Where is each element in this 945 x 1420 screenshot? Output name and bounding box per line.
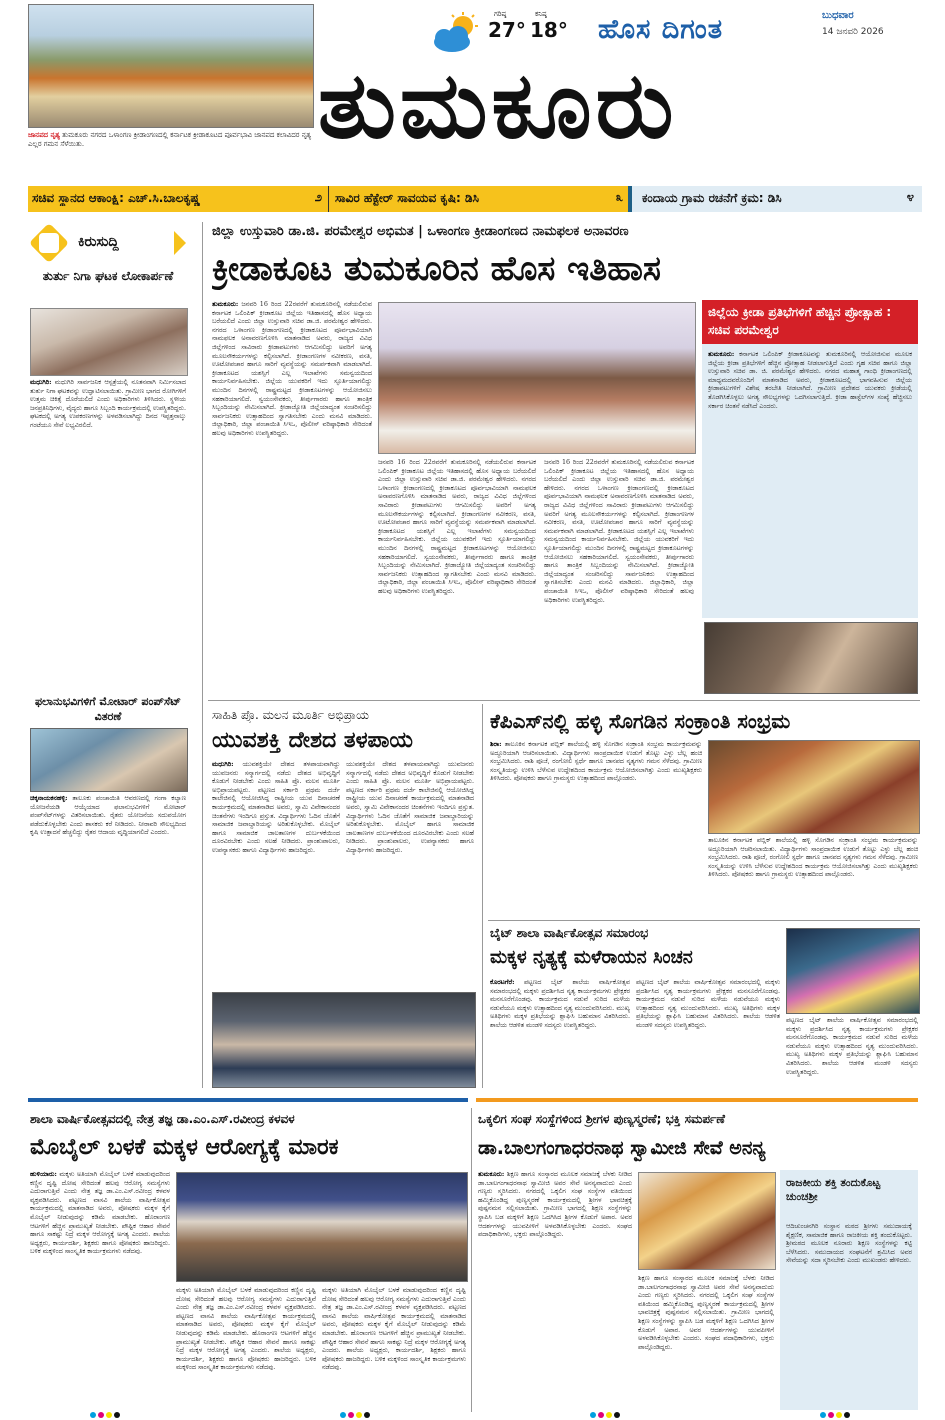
dance-body-1: ಪಟ್ಟಣದ ಬೈಟ್ ಶಾಲೆಯ ವಾರ್ಷಿಕೋತ್ಸವ ಸಮಾರಂಭದಲ್ಲಿ ಮಕ್ಕಳು ಪ್ರದರ್ಶಿಸಿದ ನೃತ್ಯ ಕಾರ್ಯಕ್ರಮಗಳು ಪ್ರೇಕ್ಷಕರ ಮನಸೂರೆಗೊಂಡವು. ಕಾರ್ಯಕ್ರಮದ ನಡುವೆ ಸುರಿದ ಮಳೆಯ ನಡುವೆಯೂ ಮಕ್ಕಳು ಉತ್ಸಾಹದಿಂದ ನೃತ್ಯ ಮುಂದುವರಿಸಿದರು. ಮುಖ್ಯ ಅತಿಥಿಗಳು ಮಕ್ಕಳ ಪ್ರತಿಭೆಯನ್ನು ಶ್ಲಾಘಿಸಿ ಬಹುಮಾನ ವಿತರಿಸಿದರು. ಶಾಲೆಯ ಆಡಳಿತ ಮಂಡಳಿ ಸದಸ್ಯರು ಉಪಸ್ಥಿತರಿದ್ದರು. (490, 978, 630, 1029)
dance-photo (786, 928, 920, 1014)
brand-logo (598, 14, 798, 54)
lead-photo (378, 302, 696, 454)
lead-place: ತುಮಕೂರು: (212, 300, 239, 308)
index-item-1[interactable] (28, 186, 328, 212)
temp-max: 27° (488, 18, 526, 42)
youth-col-1 (212, 760, 340, 986)
side-box-photo (704, 622, 918, 694)
swamiji-photo (638, 1172, 776, 1270)
edition-title-text: ತುಮಕೂರು (318, 52, 678, 159)
dance-col-3 (786, 1016, 918, 1088)
swamiji-kicker-text: ಒಕ್ಕಲಿಗ ಸಂಘ ಸಂಸ್ಥೆಗಳಿಂದ ಶ್ರೀಗಳ ಪುಣ್ಯಸ್ಮರಣೆ; ಭಕ್ತಿ ಸಮರ್ಪಣೆ (478, 1112, 726, 1126)
sankranti-headline (490, 706, 918, 738)
index-bar (28, 186, 918, 212)
mobile-body-1: ಮಕ್ಕಳು ಅತಿಯಾಗಿ ಮೊಬೈಲ್ ಬಳಕೆ ಮಾಡುವುದರಿಂದ ಕಣ್ಣಿನ ದೃಷ್ಟಿ ದೋಷ ಸೇರಿದಂತೆ ಹಲವು ಆರೋಗ್ಯ ಸಮಸ್ಯೆಗಳು ಎದುರಾಗುತ್ತಿವೆ ಎಂದು ನೇತ್ರ ತಜ್ಞ ಡಾ.ಎಂ.ಎಸ್.ರವೀಂದ್ರ ಕಳವಳ ವ್ಯಕ್ತಪಡಿಸಿದರು. ಪಟ್ಟಣದ ವಾಸವಿ ಶಾಲೆಯ ವಾರ್ಷಿಕೋತ್ಸವ ಕಾರ್ಯಕ್ರಮದಲ್ಲಿ ಮಾತನಾಡಿದ ಅವರು, ಪೋಷಕರು ಮಕ್ಕಳ ಕೈಗೆ ಮೊಬೈಲ್ ನೀಡುವುದನ್ನು ಕಡಿಮೆ ಮಾಡಬೇಕು. ಹೊರಾಂಗಣ ಆಟಗಳಿಗೆ ಹೆಚ್ಚಿನ ಪ್ರಾಮುಖ್ಯತೆ ನೀಡಬೇಕು. ಪೌಷ್ಟಿಕ ಆಹಾರ ಸೇವನೆ ಹಾಗೂ ಸಾಕಷ್ಟು ನಿದ್ರೆ ಮಕ್ಕಳ ಆರೋಗ್ಯಕ್ಕೆ ಅಗತ್ಯ ಎಂದರು. ಶಾಲೆಯ ಅಧ್ಯಕ್ಷರು, ಕಾರ್ಯದರ್ಶಿ, ಶಿಕ್ಷಕರು ಹಾಗೂ ಪೋಷಕರು ಹಾಜರಿದ್ದರು. ಬಳಿಕ ಮಕ್ಕಳಿಂದ ಸಾಂಸ್ಕೃತಿಕ ಕಾರ್ಯಕ್ರಮಗಳು ನಡೆದವು. (30, 1170, 170, 1256)
index-item-3[interactable] (628, 186, 922, 212)
lead-kicker (212, 224, 916, 239)
temp-max-label: ಗರಿಷ್ಠ (494, 10, 507, 18)
mobile-headline-text: ಮೊಬೈಲ್ ಬಳಕೆ ಮಕ್ಕಳ ಆರೋಗ್ಯಕ್ಕೆ ಮಾರಕ (30, 1135, 339, 1160)
dance-col-1 (490, 978, 630, 1088)
youth-photo (212, 992, 476, 1088)
dance-kicker-text: ಬೈಟ್ ಶಾಲಾ ವಾರ್ಷಿಕೋತ್ಸವ ಸಮಾರಂಭ (490, 926, 649, 940)
weather-icon (430, 12, 482, 56)
side-box2 (780, 1170, 918, 1410)
swamiji-place: ತುಮಕೂರು: (478, 1170, 505, 1178)
kiru-item1-place: ಮಧುಗಿರಿ: (30, 378, 52, 386)
bottom-rule-right (476, 1098, 918, 1102)
swamiji-kicker (478, 1112, 918, 1127)
side-box2-headline-text: ರಾಜಕೀಯ ಶಕ್ತಿ ತಂದುಕೊಟ್ಟ ಚುಂಚಶ್ರೀ (786, 1177, 881, 1203)
top-photo (28, 4, 314, 128)
lead-headline-text: ಕ್ರೀಡಾಕೂಟ ತುಮಕೂರಿನ ಹೊಸ ಇತಿಹಾಸ (212, 249, 661, 289)
youth-headline (212, 726, 478, 758)
brand-name: ಹೊಸ ದಿಗಂತ (598, 14, 724, 45)
youth-kicker-text: ಸಾಹಿತಿ ಪ್ರೊ. ಮಲನ ಮೂರ್ತಿ ಅಭಿಪ್ರಾಯ (212, 708, 370, 722)
edition-title (318, 52, 918, 162)
dance-body-3: ಪಟ್ಟಣದ ಬೈಟ್ ಶಾಲೆಯ ವಾರ್ಷಿಕೋತ್ಸವ ಸಮಾರಂಭದಲ್ಲಿ ಮಕ್ಕಳು ಪ್ರದರ್ಶಿಸಿದ ನೃತ್ಯ ಕಾರ್ಯಕ್ರಮಗಳು ಪ್ರೇಕ್ಷಕರ ಮನಸೂರೆಗೊಂಡವು. ಕಾರ್ಯಕ್ರಮದ ನಡುವೆ ಸುರಿದ ಮಳೆಯ ನಡುವೆಯೂ ಮಕ್ಕಳು ಉತ್ಸಾಹದಿಂದ ನೃತ್ಯ ಮುಂದುವರಿಸಿದರು. ಮುಖ್ಯ ಅತಿಥಿಗಳು ಮಕ್ಕಳ ಪ್ರತಿಭೆಯನ್ನು ಶ್ಲಾಘಿಸಿ ಬಹುಮಾನ ವಿತರಿಸಿದರು. ಶಾಲೆಯ ಆಡಳಿತ ಮಂಡಳಿ ಸದಸ್ಯರು ಉಪಸ್ಥಿತರಿದ್ದರು. (786, 1016, 918, 1076)
mobile-body-2: ಮಕ್ಕಳು ಅತಿಯಾಗಿ ಮೊಬೈಲ್ ಬಳಕೆ ಮಾಡುವುದರಿಂದ ಕಣ್ಣಿನ ದೃಷ್ಟಿ ದೋಷ ಸೇರಿದಂತೆ ಹಲವು ಆರೋಗ್ಯ ಸಮಸ್ಯೆಗಳು ಎದುರಾಗುತ್ತಿವೆ ಎಂದು ನೇತ್ರ ತಜ್ಞ ಡಾ.ಎಂ.ಎಸ್.ರವೀಂದ್ರ ಕಳವಳ ವ್ಯಕ್ತಪಡಿಸಿದರು. ಪಟ್ಟಣದ ವಾಸವಿ ಶಾಲೆಯ ವಾರ್ಷಿಕೋತ್ಸವ ಕಾರ್ಯಕ್ರಮದಲ್ಲಿ ಮಾತನಾಡಿದ ಅವರು, ಪೋಷಕರು ಮಕ್ಕಳ ಕೈಗೆ ಮೊಬೈಲ್ ನೀಡುವುದನ್ನು ಕಡಿಮೆ ಮಾಡಬೇಕು. ಹೊರಾಂಗಣ ಆಟಗಳಿಗೆ ಹೆಚ್ಚಿನ ಪ್ರಾಮುಖ್ಯತೆ ನೀಡಬೇಕು. ಪೌಷ್ಟಿಕ ಆಹಾರ ಸೇವನೆ ಹಾಗೂ ಸಾಕಷ್ಟು ನಿದ್ರೆ ಮಕ್ಕಳ ಆರೋಗ್ಯಕ್ಕೆ ಅಗತ್ಯ ಎಂದರು. ಶಾಲೆಯ ಅಧ್ಯಕ್ಷರು, ಕಾರ್ಯದರ್ಶಿ, ಶಿಕ್ಷಕರು ಹಾಗೂ ಪೋಷಕರು ಹಾಜರಿದ್ದರು. ಬಳಿಕ ಮಕ್ಕಳಿಂದ ಸಾಂಸ್ಕೃತಿಕ ಕಾರ್ಯಕ್ರಮಗಳು ನಡೆದವು. (176, 1286, 316, 1372)
date-block (822, 10, 932, 37)
side-box-text: ಕರ್ನಾಟಕ ಒಲಿಂಪಿಕ್ ಕ್ರೀಡಾಕೂಟವನ್ನು ತುಮಕೂರಿನಲ್ಲಿ ಆಯೋಜಿಸುವ ಮೂಲಕ ಜಿಲ್ಲೆಯ ಕ್ರೀಡಾ ಪ್ರತಿಭೆಗಳಿಗೆ ಹೆಚ್ಚಿನ ಪ್ರೋತ್ಸಾಹ ನೀಡಲಾಗುತ್ತಿದೆ ಎಂದು ಗೃಹ ಸಚಿವ ಹಾಗೂ ಜಿಲ್ಲಾ ಉಸ್ತುವಾರಿ ಸಚಿವ ಡಾ. ಜಿ. ಪರಮೇಶ್ವರ ಹೇಳಿದರು. ನಗರದ ಮಹಾತ್ಮ ಗಾಂಧಿ ಕ್ರೀಡಾಂಗಣದಲ್ಲಿ ಮಾಧ್ಯಮದವರೊಂದಿಗೆ ಮಾತನಾಡಿದ ಅವರು, ಕ್ರೀಡಾಕೂಟದಲ್ಲಿ ಭಾಗವಹಿಸುವ ಜಿಲ್ಲೆಯ ಕ್ರೀಡಾಪಟುಗಳಿಗೆ ವಿಶೇಷ ತರಬೇತಿ ನೀಡಲಾಗಿದೆ. ಗ್ರಾಮೀಣ ಪ್ರದೇಶದ ಯುವಕರು ಕ್ರೀಡೆಯಲ್ಲಿ ತೊಡಗಿಸಿಕೊಳ್ಳಲು ಅಗತ್ಯ ಸೌಲಭ್ಯಗಳನ್ನು ಒದಗಿಸಲಾಗುತ್ತಿದೆ. ಕ್ರೀಡಾ ಹಾಸ್ಟೆಲ್‌ಗಳ ಸಂಖ್ಯೆ ಹೆಚ್ಚಿಸಲು ಸರ್ಕಾರ ಚಿಂತನೆ ನಡೆಸಿದೆ ಎಂದರು. (708, 350, 912, 410)
mobile-col-3 (322, 1286, 466, 1410)
left-column-divider (202, 222, 203, 1088)
mobile-kicker (30, 1112, 466, 1127)
side-box-headline (702, 300, 918, 344)
date: 14 ಜನವರಿ 2026 (822, 27, 884, 37)
lead-body-3: ಜನವರಿ 16 ರಿಂದ 22ರವರೆಗೆ ತುಮಕೂರಿನಲ್ಲಿ ನಡೆಯಲಿರುವ ಕರ್ನಾಟಕ ಒಲಿಂಪಿಕ್ ಕ್ರೀಡಾಕೂಟ ಜಿಲ್ಲೆಯ ಇತಿಹಾಸದಲ್ಲಿ ಹೊಸ ಅಧ್ಯಾಯ ಬರೆಯಲಿದೆ ಎಂದು ಜಿಲ್ಲಾ ಉಸ್ತುವಾರಿ ಸಚಿವ ಡಾ.ಜಿ. ಪರಮೇಶ್ವರ ಹೇಳಿದರು. ನಗರದ ಒಳಾಂಗಣ ಕ್ರೀಡಾಂಗಣದಲ್ಲಿ ಕ್ರೀಡಾಕೂಟದ ಪೂರ್ವಭಾವಿಯಾಗಿ ನಾಮಫಲಕ ಅನಾವರಣಗೊಳಿಸಿ ಮಾತನಾಡಿದ ಅವರು, ರಾಜ್ಯದ ವಿವಿಧ ಜಿಲ್ಲೆಗಳಿಂದ ಸಾವಿರಾರು ಕ್ರೀಡಾಪಟುಗಳು ಆಗಮಿಸಲಿದ್ದು ಅವರಿಗೆ ಅಗತ್ಯ ಮೂಲಸೌಕರ್ಯಗಳನ್ನು ಕಲ್ಪಿಸಲಾಗಿದೆ. ಕ್ರೀಡಾಂಗಣಗಳ ನವೀಕರಣ, ವಸತಿ, ಊಟೋಪಚಾರ ಹಾಗೂ ಸಾರಿಗೆ ವ್ಯವಸ್ಥೆಯನ್ನು ಸಮರ್ಪಕವಾಗಿ ಮಾಡಲಾಗಿದೆ. ಕ್ರೀಡಾಕೂಟದ ಯಶಸ್ಸಿಗೆ ಎಲ್ಲ ಇಲಾಖೆಗಳು ಸಮನ್ವಯದಿಂದ ಕಾರ್ಯನಿರ್ವಹಿಸಬೇಕು. ಜಿಲ್ಲೆಯ ಯುವಕರಿಗೆ ಇದು ಸ್ಫೂರ್ತಿಯಾಗಲಿದ್ದು ಮುಂದಿನ ದಿನಗಳಲ್ಲಿ ರಾಷ್ಟ್ರಮಟ್ಟದ ಕ್ರೀಡಾಕೂಟಗಳನ್ನು ಆಯೋಜಿಸಲು ಸಹಕಾರಿಯಾಗಲಿದೆ. ಸ್ವಯಂಸೇವಕರು, ತೀರ್ಪುಗಾರರು ಹಾಗೂ ತಾಂತ್ರಿಕ ಸಿಬ್ಬಂದಿಯನ್ನು ನೇಮಿಸಲಾಗಿದೆ. ಕ್ರೀಡಾಜ್ಯೋತಿ ಜಿಲ್ಲೆಯಾದ್ಯಂತ ಸಂಚರಿಸಲಿದ್ದು ಸಾರ್ವಜನಿಕರು ಉತ್ಸಾಹದಿಂದ ಸ್ವಾಗತಿಸಬೇಕು ಎಂದು ಮನವಿ ಮಾಡಿದರು. ಜಿಲ್ಲಾಧಿಕಾರಿ, ಜಿಲ್ಲಾ ಪಂಚಾಯಿತಿ ಸಿಇಒ, ಪೊಲೀಸ್ ವರಿಷ್ಠಾಧಿಕಾರಿ ಸೇರಿದಂತೆ ಹಲವು ಅಧಿಕಾರಿಗಳು ಉಪಸ್ಥಿತರಿದ್ದರು. (544, 458, 694, 604)
youth-headline-text: ಯುವಶಕ್ತಿ ದೇಶದ ತಳಪಾಯ (212, 728, 413, 753)
side-box-headline-text: ಜಿಲ್ಲೆಯ ಕ್ರೀಡಾ ಪ್ರತಿಭೆಗಳಿಗೆ ಹೆಚ್ಚಿನ ಪ್ರೋತ್ಸಾಹ : ಸಚಿವ ಪರಮೇಶ್ವರ (708, 305, 892, 337)
lead-headline (212, 246, 918, 294)
day: ಬುಧವಾರ (822, 10, 854, 21)
lead-body-2: ಜನವರಿ 16 ರಿಂದ 22ರವರೆಗೆ ತುಮಕೂರಿನಲ್ಲಿ ನಡೆಯಲಿರುವ ಕರ್ನಾಟಕ ಒಲಿಂಪಿಕ್ ಕ್ರೀಡಾಕೂಟ ಜಿಲ್ಲೆಯ ಇತಿಹಾಸದಲ್ಲಿ ಹೊಸ ಅಧ್ಯಾಯ ಬರೆಯಲಿದೆ ಎಂದು ಜಿಲ್ಲಾ ಉಸ್ತುವಾರಿ ಸಚಿವ ಡಾ.ಜಿ. ಪರಮೇಶ್ವರ ಹೇಳಿದರು. ನಗರದ ಒಳಾಂಗಣ ಕ್ರೀಡಾಂಗಣದಲ್ಲಿ ಕ್ರೀಡಾಕೂಟದ ಪೂರ್ವಭಾವಿಯಾಗಿ ನಾಮಫಲಕ ಅನಾವರಣಗೊಳಿಸಿ ಮಾತನಾಡಿದ ಅವರು, ರಾಜ್ಯದ ವಿವಿಧ ಜಿಲ್ಲೆಗಳಿಂದ ಸಾವಿರಾರು ಕ್ರೀಡಾಪಟುಗಳು ಆಗಮಿಸಲಿದ್ದು ಅವರಿಗೆ ಅಗತ್ಯ ಮೂಲಸೌಕರ್ಯಗಳನ್ನು ಕಲ್ಪಿಸಲಾಗಿದೆ. ಕ್ರೀಡಾಂಗಣಗಳ ನವೀಕರಣ, ವಸತಿ, ಊಟೋಪಚಾರ ಹಾಗೂ ಸಾರಿಗೆ ವ್ಯವಸ್ಥೆಯನ್ನು ಸಮರ್ಪಕವಾಗಿ ಮಾಡಲಾಗಿದೆ. ಕ್ರೀಡಾಕೂಟದ ಯಶಸ್ಸಿಗೆ ಎಲ್ಲ ಇಲಾಖೆಗಳು ಸಮನ್ವಯದಿಂದ ಕಾರ್ಯನಿರ್ವಹಿಸಬೇಕು. ಜಿಲ್ಲೆಯ ಯುವಕರಿಗೆ ಇದು ಸ್ಫೂರ್ತಿಯಾಗಲಿದ್ದು ಮುಂದಿನ ದಿನಗಳಲ್ಲಿ ರಾಷ್ಟ್ರಮಟ್ಟದ ಕ್ರೀಡಾಕೂಟಗಳನ್ನು ಆಯೋಜಿಸಲು ಸಹಕಾರಿಯಾಗಲಿದೆ. ಸ್ವಯಂಸೇವಕರು, ತೀರ್ಪುಗಾರರು ಹಾಗೂ ತಾಂತ್ರಿಕ ಸಿಬ್ಬಂದಿಯನ್ನು ನೇಮಿಸಲಾಗಿದೆ. ಕ್ರೀಡಾಜ್ಯೋತಿ ಜಿಲ್ಲೆಯಾದ್ಯಂತ ಸಂಚರಿಸಲಿದ್ದು ಸಾರ್ವಜನಿಕರು ಉತ್ಸಾಹದಿಂದ ಸ್ವಾಗತಿಸಬೇಕು ಎಂದು ಮನವಿ ಮಾಡಿದರು. ಜಿಲ್ಲಾಧಿಕಾರಿ, ಜಿಲ್ಲಾ ಪಂಚಾಯಿತಿ ಸಿಇಒ, ಪೊಲೀಸ್ ವರಿಷ್ಠಾಧಿಕಾರಿ ಸೇರಿದಂತೆ ಹಲವು ಅಧಿಕಾರಿಗಳು ಉಪಸ್ಥಿತರಿದ್ದರು. (378, 458, 536, 595)
kiru-item2-place: ಚಿಕ್ಕನಾಯಕನಹಳ್ಳಿ: (30, 794, 68, 802)
side-box-body (708, 350, 912, 612)
side-box2-headline (786, 1176, 914, 1204)
kiru-item2-photo (30, 728, 188, 792)
kiru-item1-title-text: ತುರ್ತು ನಿಗಾ ಘಟಕ ಲೋಕಾರ್ಪಣೆ (42, 269, 174, 283)
kiru-item2-body (30, 794, 186, 1086)
weather-widget (430, 10, 570, 58)
sankranti-photo (708, 740, 920, 834)
swamiji-body-1: ಶಿಕ್ಷಣ ಹಾಗೂ ಸಂಸ್ಕಾರದ ಮೂಲಕ ಸಮಾಜಕ್ಕೆ ಬೆಳಕು ನೀಡಿದ ಡಾ.ಬಾಲಗಂಗಾಧರನಾಥ ಸ್ವಾಮೀಜಿ ಅವರ ಸೇವೆ ಅನನ್ಯವಾದುದು ಎಂದು ಗಣ್ಯರು ಸ್ಮರಿಸಿದರು. ನಗರದಲ್ಲಿ ಒಕ್ಕಲಿಗ ಸಂಘ ಸಂಸ್ಥೆಗಳ ವತಿಯಿಂದ ಹಮ್ಮಿಕೊಂಡಿದ್ದ ಪುಣ್ಯಸ್ಮರಣೆ ಕಾರ್ಯಕ್ರಮದಲ್ಲಿ ಶ್ರೀಗಳ ಭಾವಚಿತ್ರಕ್ಕೆ ಪುಷ್ಪನಮನ ಸಲ್ಲಿಸಲಾಯಿತು. ಗ್ರಾಮೀಣ ಭಾಗದಲ್ಲಿ ಶಿಕ್ಷಣ ಸಂಸ್ಥೆಗಳನ್ನು ಸ್ಥಾಪಿಸಿ ಬಡ ಮಕ್ಕಳಿಗೆ ಶಿಕ್ಷಣ ಒದಗಿಸಿದ ಶ್ರೀಗಳ ಕೊಡುಗೆ ಅಪಾರ. ಅವರ ಆದರ್ಶಗಳನ್ನು ಯುವಪೀಳಿಗೆ ಅಳವಡಿಸಿಕೊಳ್ಳಬೇಕು ಎಂದರು. ಸಂಘದ ಪದಾಧಿಕಾರಿಗಳು, ಭಕ್ತರು ಪಾಲ್ಗೊಂಡಿದ್ದರು. (478, 1170, 632, 1239)
kiru-item2-title (30, 694, 186, 724)
mobile-headline (30, 1132, 470, 1166)
kiru-item2-text: ತಾಲೂಕು ಪಂಚಾಯಿತಿ ಆವರಣದಲ್ಲಿ ಗಂಗಾ ಕಲ್ಯಾಣ ಯೋಜನೆಯಡಿ ಆಯ್ಕೆಯಾದ ಫಲಾನುಭವಿಗಳಿಗೆ ಮೋಟಾರ್ ಪಂಪ್‌ಸೆಟ್‌ಗಳನ್ನು ವಿತರಿಸಲಾಯಿತು. ರೈತರು ಯೋಜನೆಯ ಸದುಪಯೋಗ ಪಡೆದುಕೊಳ್ಳಬೇಕು ಎಂದು ಶಾಸಕರು ಕರೆ ನೀಡಿದರು. ನೀರಾವರಿ ಸೌಲಭ್ಯದಿಂದ ಕೃಷಿ ಉತ್ಪಾದನೆ ಹೆಚ್ಚಲಿದ್ದು ರೈತರ ಆದಾಯ ವೃದ್ಧಿಯಾಗಲಿದೆ ಎಂದರು. (30, 794, 186, 837)
dance-kicker (490, 926, 780, 941)
mobile-body-3: ಮಕ್ಕಳು ಅತಿಯಾಗಿ ಮೊಬೈಲ್ ಬಳಕೆ ಮಾಡುವುದರಿಂದ ಕಣ್ಣಿನ ದೃಷ್ಟಿ ದೋಷ ಸೇರಿದಂತೆ ಹಲವು ಆರೋಗ್ಯ ಸಮಸ್ಯೆಗಳು ಎದುರಾಗುತ್ತಿವೆ ಎಂದು ನೇತ್ರ ತಜ್ಞ ಡಾ.ಎಂ.ಎಸ್.ರವೀಂದ್ರ ಕಳವಳ ವ್ಯಕ್ತಪಡಿಸಿದರು. ಪಟ್ಟಣದ ವಾಸವಿ ಶಾಲೆಯ ವಾರ್ಷಿಕೋತ್ಸವ ಕಾರ್ಯಕ್ರಮದಲ್ಲಿ ಮಾತನಾಡಿದ ಅವರು, ಪೋಷಕರು ಮಕ್ಕಳ ಕೈಗೆ ಮೊಬೈಲ್ ನೀಡುವುದನ್ನು ಕಡಿಮೆ ಮಾಡಬೇಕು. ಹೊರಾಂಗಣ ಆಟಗಳಿಗೆ ಹೆಚ್ಚಿನ ಪ್ರಾಮುಖ್ಯತೆ ನೀಡಬೇಕು. ಪೌಷ್ಟಿಕ ಆಹಾರ ಸೇವನೆ ಹಾಗೂ ಸಾಕಷ್ಟು ನಿದ್ರೆ ಮಕ್ಕಳ ಆರೋಗ್ಯಕ್ಕೆ ಅಗತ್ಯ ಎಂದರು. ಶಾಲೆಯ ಅಧ್ಯಕ್ಷರು, ಕಾರ್ಯದರ್ಶಿ, ಶಿಕ್ಷಕರು ಹಾಗೂ ಪೋಷಕರು ಹಾಜರಿದ್ದರು. ಬಳಿಕ ಮಕ್ಕಳಿಂದ ಸಾಂಸ್ಕೃತಿಕ ಕಾರ್ಯಕ್ರಮಗಳು ನಡೆದವು. (322, 1286, 466, 1372)
index-item-2-text: ಸಾವಿರ ಹೆಕ್ಟೇರ್ ಸಾವಯವ ಕೃಷಿ: ಡಿಸಿ (335, 191, 479, 205)
index-item-3-text: ಕಂದಾಯ ಗ್ರಾಮ ರಚನೆಗೆ ಕ್ರಮ: ಡಿಸಿ (642, 191, 782, 205)
lead-body-1: ಜನವರಿ 16 ರಿಂದ 22ರವರೆಗೆ ತುಮಕೂರಿನಲ್ಲಿ ನಡೆಯಲಿರುವ ಕರ್ನಾಟಕ ಒಲಿಂಪಿಕ್ ಕ್ರೀಡಾಕೂಟ ಜಿಲ್ಲೆಯ ಇತಿಹಾಸದಲ್ಲಿ ಹೊಸ ಅಧ್ಯಾಯ ಬರೆಯಲಿದೆ ಎಂದು ಜಿಲ್ಲಾ ಉಸ್ತುವಾರಿ ಸಚಿವ ಡಾ.ಜಿ. ಪರಮೇಶ್ವರ ಹೇಳಿದರು. ನಗರದ ಒಳಾಂಗಣ ಕ್ರೀಡಾಂಗಣದಲ್ಲಿ ಕ್ರೀಡಾಕೂಟದ ಪೂರ್ವಭಾವಿಯಾಗಿ ನಾಮಫಲಕ ಅನಾವರಣಗೊಳಿಸಿ ಮಾತನಾಡಿದ ಅವರು, ರಾಜ್ಯದ ವಿವಿಧ ಜಿಲ್ಲೆಗಳಿಂದ ಸಾವಿರಾರು ಕ್ರೀಡಾಪಟುಗಳು ಆಗಮಿಸಲಿದ್ದು ಅವರಿಗೆ ಅಗತ್ಯ ಮೂಲಸೌಕರ್ಯಗಳನ್ನು ಕಲ್ಪಿಸಲಾಗಿದೆ. ಕ್ರೀಡಾಂಗಣಗಳ ನವೀಕರಣ, ವಸತಿ, ಊಟೋಪಚಾರ ಹಾಗೂ ಸಾರಿಗೆ ವ್ಯವಸ್ಥೆಯನ್ನು ಸಮರ್ಪಕವಾಗಿ ಮಾಡಲಾಗಿದೆ. ಕ್ರೀಡಾಕೂಟದ ಯಶಸ್ಸಿಗೆ ಎಲ್ಲ ಇಲಾಖೆಗಳು ಸಮನ್ವಯದಿಂದ ಕಾರ್ಯನಿರ್ವಹಿಸಬೇಕು. ಜಿಲ್ಲೆಯ ಯುವಕರಿಗೆ ಇದು ಸ್ಫೂರ್ತಿಯಾಗಲಿದ್ದು ಮುಂದಿನ ದಿನಗಳಲ್ಲಿ ರಾಷ್ಟ್ರಮಟ್ಟದ ಕ್ರೀಡಾಕೂಟಗಳನ್ನು ಆಯೋಜಿಸಲು ಸಹಕಾರಿಯಾಗಲಿದೆ. ಸ್ವಯಂಸೇವಕರು, ತೀರ್ಪುಗಾರರು ಹಾಗೂ ತಾಂತ್ರಿಕ ಸಿಬ್ಬಂದಿಯನ್ನು ನೇಮಿಸಲಾಗಿದೆ. ಕ್ರೀಡಾಜ್ಯೋತಿ ಜಿಲ್ಲೆಯಾದ್ಯಂತ ಸಂಚರಿಸಲಿದ್ದು ಸಾರ್ವಜನಿಕರು ಉತ್ಸಾಹದಿಂದ ಸ್ವಾಗತಿಸಬೇಕು ಎಂದು ಮನವಿ ಮಾಡಿದರು. ಜಿಲ್ಲಾಧಿಕಾರಿ, ಜಿಲ್ಲಾ ಪಂಚಾಯಿತಿ ಸಿಇಒ, ಪೊಲೀಸ್ ವರಿಷ್ಠಾಧಿಕಾರಿ ಸೇರಿದಂತೆ ಹಲವು ಅಧಿಕಾರಿಗಳು ಉಪಸ್ಥಿತರಿದ್ದರು. (212, 300, 372, 437)
swamiji-col-2 (638, 1274, 774, 1410)
youth-col-2 (346, 760, 474, 986)
kiru-item1-text: ಮಧುಗಿರಿ ಸಾರ್ವಜನಿಕ ಆಸ್ಪತ್ರೆಯಲ್ಲಿ ನೂತನವಾಗಿ ನಿರ್ಮಿಸಲಾದ ತುರ್ತು ನಿಗಾ ಘಟಕವನ್ನು ಉದ್ಘಾಟಿಸಲಾಯಿತು. ಗ್ರಾಮೀಣ ಭಾಗದ ರೋಗಿಗಳಿಗೆ ಉತ್ತಮ ಚಿಕಿತ್ಸೆ ದೊರೆಯಲಿದೆ ಎಂದು ಅಧಿಕಾರಿಗಳು ತಿಳಿಸಿದರು. ಸ್ಥಳೀಯ ಜನಪ್ರತಿನಿಧಿಗಳು, ವೈದ್ಯರು ಹಾಗೂ ಸಿಬ್ಬಂದಿ ಕಾರ್ಯಕ್ರಮದಲ್ಲಿ ಉಪಸ್ಥಿತರಿದ್ದರು. ಘಟಕದಲ್ಲಿ ಅಗತ್ಯ ಉಪಕರಣಗಳನ್ನು ಅಳವಡಿಸಲಾಗಿದ್ದು ದಿನದ ಇಪ್ಪತ್ತನಾಲ್ಕು ಗಂಟೆಯೂ ಸೇವೆ ಲಭ್ಯವಿರಲಿದೆ. (30, 378, 186, 429)
sankranti-bottom-rule (488, 920, 920, 921)
kiru-item1-photo (30, 308, 188, 376)
side-box-place: ತುಮಕೂರು: (708, 350, 735, 358)
lead-col-1 (212, 300, 372, 690)
sankranti-place: ಶಿರಾ: (490, 740, 502, 748)
dance-body-2: ಪಟ್ಟಣದ ಬೈಟ್ ಶಾಲೆಯ ವಾರ್ಷಿಕೋತ್ಸವ ಸಮಾರಂಭದಲ್ಲಿ ಮಕ್ಕಳು ಪ್ರದರ್ಶಿಸಿದ ನೃತ್ಯ ಕಾರ್ಯಕ್ರಮಗಳು ಪ್ರೇಕ್ಷಕರ ಮನಸೂರೆಗೊಂಡವು. ಕಾರ್ಯಕ್ರಮದ ನಡುವೆ ಸುರಿದ ಮಳೆಯ ನಡುವೆಯೂ ಮಕ್ಕಳು ಉತ್ಸಾಹದಿಂದ ನೃತ್ಯ ಮುಂದುವರಿಸಿದರು. ಮುಖ್ಯ ಅತಿಥಿಗಳು ಮಕ್ಕಳ ಪ್ರತಿಭೆಯನ್ನು ಶ್ಲಾಘಿಸಿ ಬಹುಮಾನ ವಿತರಿಸಿದರು. ಶಾಲೆಯ ಆಡಳಿತ ಮಂಡಳಿ ಸದಸ್ಯರು ಉಪಸ್ಥಿತರಿದ್ದರು. (636, 978, 780, 1029)
index-item-2-page: ೩ (615, 190, 623, 205)
lead-col-3 (544, 458, 694, 690)
photo-caption-tag: ಜಾನಪದ ನೃತ್ಯ (28, 131, 60, 139)
mobile-place: ಹುಳಿಯಾರು: (30, 1170, 57, 1178)
dance-place: ಕೊರಟಗೆರೆ: (490, 978, 515, 986)
sankranti-body-2: ತಾಲೂಕಿನ ಕರ್ನಾಟಕ ಪಬ್ಲಿಕ್ ಶಾಲೆಯಲ್ಲಿ ಹಳ್ಳಿ ಸೊಗಡಿನ ಸಂಕ್ರಾಂತಿ ಸಂಭ್ರಮ ಕಾರ್ಯಕ್ರಮವನ್ನು ಅದ್ದೂರಿಯಾಗಿ ಆಚರಿಸಲಾಯಿತು. ವಿದ್ಯಾರ್ಥಿಗಳು ಸಾಂಪ್ರದಾಯಿಕ ಉಡುಗೆ ತೊಟ್ಟು ಎಳ್ಳು ಬೆಲ್ಲ ಹಂಚಿ ಸಂಭ್ರಮಿಸಿದರು. ರಾಶಿ ಪೂಜೆ, ರಂಗೋಲಿ ಸ್ಪರ್ಧೆ ಹಾಗೂ ಜಾನಪದ ನೃತ್ಯಗಳು ಗಮನ ಸೆಳೆದವು. ಗ್ರಾಮೀಣ ಸಂಸ್ಕೃತಿಯನ್ನು ಉಳಿಸಿ ಬೆಳೆಸುವ ಉದ್ದೇಶದಿಂದ ಕಾರ್ಯಕ್ರಮ ಆಯೋಜಿಸಲಾಗಿತ್ತು ಎಂದು ಮುಖ್ಯಶಿಕ್ಷಕರು ತಿಳಿಸಿದರು. ಪೋಷಕರು ಹಾಗೂ ಗ್ರಾಮಸ್ಥರು ಉತ್ಸಾಹದಿಂದ ಪಾಲ್ಗೊಂಡರು. (708, 836, 918, 879)
kiru-suddi-label: ಕಿರುಸುದ್ದಿ (78, 234, 119, 250)
kiru-suddi-logo (30, 224, 186, 262)
color-registration-marks (90, 1412, 850, 1420)
mid-column-divider (482, 704, 483, 1088)
dance-col-2 (636, 978, 780, 1088)
youth-body-1: ಯುವಶಕ್ತಿಯೇ ದೇಶದ ತಳಪಾಯವಾಗಿದ್ದು ಯುವಜನರು ಸನ್ಮಾರ್ಗದಲ್ಲಿ ನಡೆದು ದೇಶದ ಅಭಿವೃದ್ಧಿಗೆ ಕೊಡುಗೆ ನೀಡಬೇಕು ಎಂದು ಸಾಹಿತಿ ಪ್ರೊ. ಮಲನ ಮೂರ್ತಿ ಅಭಿಪ್ರಾಯಪಟ್ಟರು. ಪಟ್ಟಣದ ಸರ್ಕಾರಿ ಪ್ರಥಮ ದರ್ಜೆ ಕಾಲೇಜಿನಲ್ಲಿ ಆಯೋಜಿಸಿದ್ದ ರಾಷ್ಟ್ರೀಯ ಯುವ ದಿನಾಚರಣೆ ಕಾರ್ಯಕ್ರಮದಲ್ಲಿ ಮಾತನಾಡಿದ ಅವರು, ಸ್ವಾಮಿ ವಿವೇಕಾನಂದರ ಚಿಂತನೆಗಳು ಇಂದಿಗೂ ಪ್ರಸ್ತುತ. ವಿದ್ಯಾರ್ಥಿಗಳು ಓದಿನ ಜೊತೆಗೆ ಸಾಮಾಜಿಕ ಜವಾಬ್ದಾರಿಯನ್ನು ಅರಿತುಕೊಳ್ಳಬೇಕು. ಮೊಬೈಲ್ ಹಾಗೂ ಸಾಮಾಜಿಕ ಜಾಲತಾಣಗಳ ದುರ್ಬಳಕೆಯಿಂದ ದೂರವಿರಬೇಕು ಎಂದು ಸಲಹೆ ನೀಡಿದರು. ಪ್ರಾಂಶುಪಾಲರು, ಉಪನ್ಯಾಸಕರು ಹಾಗೂ ವಿದ್ಯಾರ್ಥಿಗಳು ಹಾಜರಿದ್ದರು. (212, 760, 340, 854)
temp-min-label: ಕನಿಷ್ಠ (535, 10, 547, 18)
swamiji-col-1 (478, 1170, 632, 1410)
sankranti-col-2 (708, 836, 918, 916)
mobile-kicker-text: ಶಾಲಾ ವಾರ್ಷಿಕೋತ್ಸವದಲ್ಲಿ ನೇತ್ರ ತಜ್ಞ ಡಾ.ಎಂ.ಎಸ್.ರವೀಂದ್ರ ಕಳವಳ (30, 1112, 295, 1126)
sankranti-col-1 (490, 740, 702, 916)
swamiji-headline-text: ಡಾ.ಬಾಲಗಂಗಾಧರನಾಥ ಸ್ವಾಮೀಜಿ ಸೇವೆ ಅನನ್ಯ (478, 1137, 766, 1159)
kiru-item2-title-text: ಫಲಾನುಭವಿಗಳಿಗೆ ಮೋಟಾರ್ ಪಂಪ್‌ಸೆಟ್ ವಿತರಣೆ (34, 695, 182, 723)
temp-min: 18° (530, 18, 568, 42)
chevron-icon (174, 231, 186, 255)
index-item-3-page: ೪ (906, 190, 914, 205)
youth-kicker (212, 708, 472, 723)
mobile-photo (176, 1172, 468, 1282)
photo-caption-text: ತುಮಕೂರು ನಗರದ ಒಳಾಂಗಣ ಕ್ರೀಡಾಂಗಣದಲ್ಲಿ ಕರ್ನಾಟಕ ಕ್ರೀಡಾಕೂಟದ ಪೂರ್ವಭಾವಿ ಜಾನಪದ ಕಲಾವಿದರ ನೃತ್ಯ ಎಲ್ಲರ ಗಮನ ಸೆಳೆಯಿತು. (28, 131, 312, 149)
youth-body-2: ಯುವಶಕ್ತಿಯೇ ದೇಶದ ತಳಪಾಯವಾಗಿದ್ದು ಯುವಜನರು ಸನ್ಮಾರ್ಗದಲ್ಲಿ ನಡೆದು ದೇಶದ ಅಭಿವೃದ್ಧಿಗೆ ಕೊಡುಗೆ ನೀಡಬೇಕು ಎಂದು ಸಾಹಿತಿ ಪ್ರೊ. ಮಲನ ಮೂರ್ತಿ ಅಭಿಪ್ರಾಯಪಟ್ಟರು. ಪಟ್ಟಣದ ಸರ್ಕಾರಿ ಪ್ರಥಮ ದರ್ಜೆ ಕಾಲೇಜಿನಲ್ಲಿ ಆಯೋಜಿಸಿದ್ದ ರಾಷ್ಟ್ರೀಯ ಯುವ ದಿನಾಚರಣೆ ಕಾರ್ಯಕ್ರಮದಲ್ಲಿ ಮಾತನಾಡಿದ ಅವರು, ಸ್ವಾಮಿ ವಿವೇಕಾನಂದರ ಚಿಂತನೆಗಳು ಇಂದಿಗೂ ಪ್ರಸ್ತುತ. ವಿದ್ಯಾರ್ಥಿಗಳು ಓದಿನ ಜೊತೆಗೆ ಸಾಮಾಜಿಕ ಜವಾಬ್ದಾರಿಯನ್ನು ಅರಿತುಕೊಳ್ಳಬೇಕು. ಮೊಬೈಲ್ ಹಾಗೂ ಸಾಮಾಜಿಕ ಜಾಲತಾಣಗಳ ದುರ್ಬಳಕೆಯಿಂದ ದೂರವಿರಬೇಕು ಎಂದು ಸಲಹೆ ನೀಡಿದರು. ಪ್ರಾಂಶುಪಾಲರು, ಉಪನ್ಯಾಸಕರು ಹಾಗೂ ವಿದ್ಯಾರ್ಥಿಗಳು ಹಾಜರಿದ್ದರು. (346, 760, 474, 854)
lead-bottom-rule (208, 700, 920, 701)
mobile-col-1 (30, 1170, 170, 1410)
youth-place: ಮಧುಗಿರಿ: (212, 760, 234, 768)
lead-col-2 (378, 458, 536, 690)
swamiji-body-2: ಶಿಕ್ಷಣ ಹಾಗೂ ಸಂಸ್ಕಾರದ ಮೂಲಕ ಸಮಾಜಕ್ಕೆ ಬೆಳಕು ನೀಡಿದ ಡಾ.ಬಾಲಗಂಗಾಧರನಾಥ ಸ್ವಾಮೀಜಿ ಅವರ ಸೇವೆ ಅನನ್ಯವಾದುದು ಎಂದು ಗಣ್ಯರು ಸ್ಮರಿಸಿದರು. ನಗರದಲ್ಲಿ ಒಕ್ಕಲಿಗ ಸಂಘ ಸಂಸ್ಥೆಗಳ ವತಿಯಿಂದ ಹಮ್ಮಿಕೊಂಡಿದ್ದ ಪುಣ್ಯಸ್ಮರಣೆ ಕಾರ್ಯಕ್ರಮದಲ್ಲಿ ಶ್ರೀಗಳ ಭಾವಚಿತ್ರಕ್ಕೆ ಪುಷ್ಪನಮನ ಸಲ್ಲಿಸಲಾಯಿತು. ಗ್ರಾಮೀಣ ಭಾಗದಲ್ಲಿ ಶಿಕ್ಷಣ ಸಂಸ್ಥೆಗಳನ್ನು ಸ್ಥಾಪಿಸಿ ಬಡ ಮಕ್ಕಳಿಗೆ ಶಿಕ್ಷಣ ಒದಗಿಸಿದ ಶ್ರೀಗಳ ಕೊಡುಗೆ ಅಪಾರ. ಅವರ ಆದರ್ಶಗಳನ್ನು ಯುವಪೀಳಿಗೆ ಅಳವಡಿಸಿಕೊಳ್ಳಬೇಕು ಎಂದರು. ಸಂಘದ ಪದಾಧಿಕಾರಿಗಳು, ಭಕ್ತರು ಪಾಲ್ಗೊಂಡಿದ್ದರು. (638, 1274, 774, 1351)
side-box2-text: ಆದಿಚುಂಚನಗಿರಿ ಸಂಸ್ಥಾನ ಮಠದ ಶ್ರೀಗಳು ಸಮುದಾಯಕ್ಕೆ ಶೈಕ್ಷಣಿಕ, ಸಾಮಾಜಿಕ ಹಾಗೂ ರಾಜಕೀಯ ಶಕ್ತಿ ತಂದುಕೊಟ್ಟರು. ಶ್ರೀಮಠದ ಮೂಲಕ ನೂರಾರು ಶಿಕ್ಷಣ ಸಂಸ್ಥೆಗಳನ್ನು ಕಟ್ಟಿ ಬೆಳೆಸಿದರು. ಸಮುದಾಯದ ಸಂಘಟನೆಗೆ ಶ್ರಮಿಸಿದ ಅವರ ಸೇವೆಯನ್ನು ಸದಾ ಸ್ಮರಿಸಬೇಕು ಎಂದು ಮುಖಂಡರು ಹೇಳಿದರು. (786, 1222, 912, 1265)
bottom-divider (471, 1108, 472, 1412)
swamiji-headline (478, 1132, 918, 1166)
side-box2-body (786, 1222, 912, 1406)
sankranti-body-1: ತಾಲೂಕಿನ ಕರ್ನಾಟಕ ಪಬ್ಲಿಕ್ ಶಾಲೆಯಲ್ಲಿ ಹಳ್ಳಿ ಸೊಗಡಿನ ಸಂಕ್ರಾಂತಿ ಸಂಭ್ರಮ ಕಾರ್ಯಕ್ರಮವನ್ನು ಅದ್ದೂರಿಯಾಗಿ ಆಚರಿಸಲಾಯಿತು. ವಿದ್ಯಾರ್ಥಿಗಳು ಸಾಂಪ್ರದಾಯಿಕ ಉಡುಗೆ ತೊಟ್ಟು ಎಳ್ಳು ಬೆಲ್ಲ ಹಂಚಿ ಸಂಭ್ರಮಿಸಿದರು. ರಾಶಿ ಪೂಜೆ, ರಂಗೋಲಿ ಸ್ಪರ್ಧೆ ಹಾಗೂ ಜಾನಪದ ನೃತ್ಯಗಳು ಗಮನ ಸೆಳೆದವು. ಗ್ರಾಮೀಣ ಸಂಸ್ಕೃತಿಯನ್ನು ಉಳಿಸಿ ಬೆಳೆಸುವ ಉದ್ದೇಶದಿಂದ ಕಾರ್ಯಕ್ರಮ ಆಯೋಜಿಸಲಾಗಿತ್ತು ಎಂದು ಮುಖ್ಯಶಿಕ್ಷಕರು ತಿಳಿಸಿದರು. ಪೋಷಕರು ಹಾಗೂ ಗ್ರಾಮಸ್ಥರು ಉತ್ಸಾಹದಿಂದ ಪಾಲ್ಗೊಂಡರು. (490, 740, 702, 783)
dance-headline-text: ಮಕ್ಕಳ ನೃತ್ಯಕ್ಕೆ ಮಳೆರಾಯನ ಸಿಂಚನ (490, 947, 693, 968)
mobile-col-2 (176, 1286, 316, 1410)
bottom-rule-left (28, 1098, 468, 1102)
photo-caption (28, 131, 314, 150)
index-item-1-text: ಸಚಿವ ಸ್ಥಾನದ ಆಕಾಂಕ್ಷಿ: ಎಚ್.ಸಿ.ಬಾಲಕೃಷ್ಣ (32, 191, 201, 205)
sankranti-headline-text: ಕೆಪಿಎಸ್‌ನಲ್ಲಿ ಹಳ್ಳಿ ಸೊಗಡಿನ ಸಂಕ್ರಾಂತಿ ಸಂಭ್ರಮ (490, 709, 791, 733)
kiru-item1-title (30, 268, 186, 284)
dance-headline (490, 944, 780, 974)
lead-kicker-text: ಜಿಲ್ಲಾ ಉಸ್ತುವಾರಿ ಡಾ.ಜಿ. ಪರಮೇಶ್ವರ ಅಭಿಮತ | ಒಳಾಂಗಣ ಕ್ರೀಡಾಂಗಣದ ನಾಮಫಲಕ ಅನಾವರಣ (212, 224, 629, 239)
side-box (702, 300, 918, 618)
kiru-item1-body (30, 378, 186, 668)
index-item-1-page: ೨ (314, 190, 322, 205)
index-item-2[interactable] (328, 186, 629, 212)
